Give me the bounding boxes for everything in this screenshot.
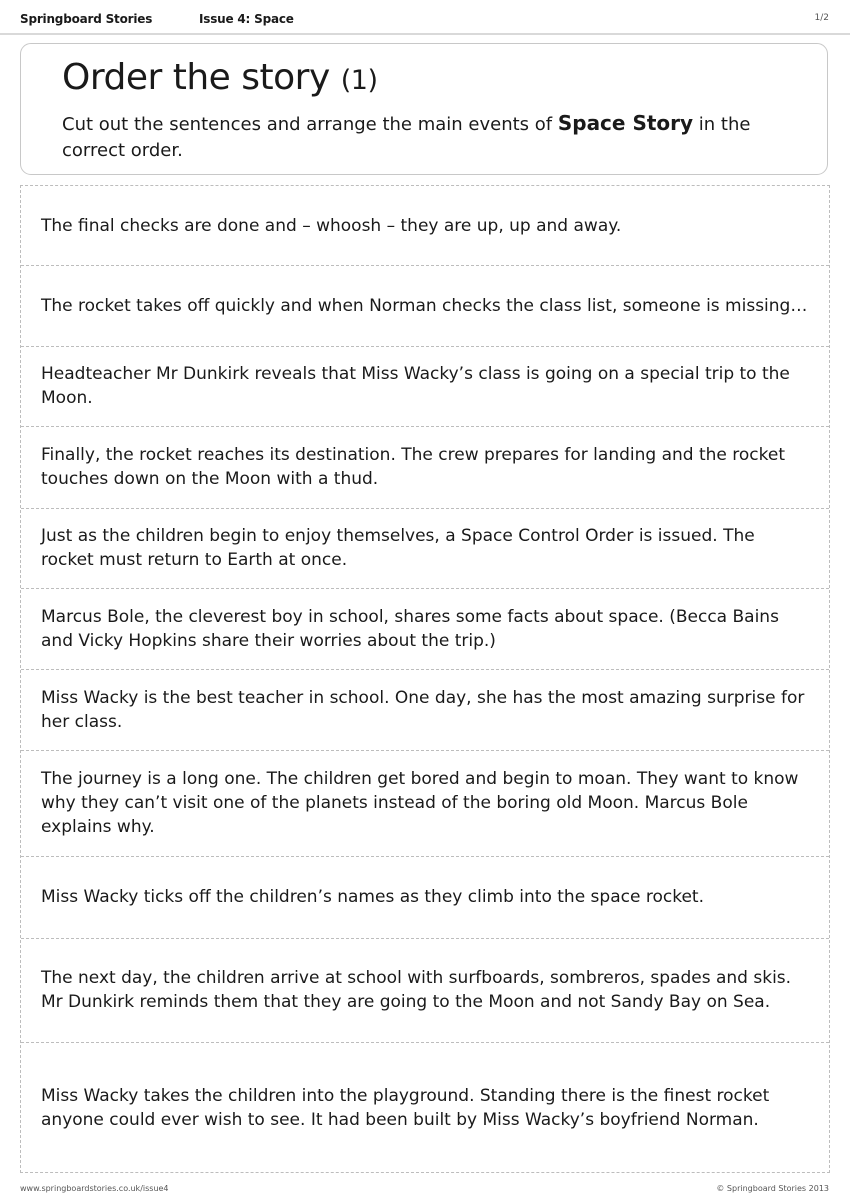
- brand-name: Springboard Stories: [20, 12, 153, 26]
- cut-line: [21, 346, 829, 347]
- sentence-strip: Miss Wacky ticks off the children’s names as they climb into the space rocket.: [41, 887, 704, 907]
- cut-line: [21, 1042, 829, 1043]
- story-name: Space Story: [557, 111, 694, 135]
- sentence-strips: [20, 185, 830, 1173]
- sentence-strip: Miss Wacky takes the children into the playground. Standing there is the finest rocket anyone could ever wish to see. It had been built by Miss Wacky’s boyfriend Norman.: [41, 1086, 770, 1130]
- instruction-text-end: in the correct order.: [62, 114, 751, 161]
- cut-line: [21, 750, 829, 751]
- sentence-strip: The rocket takes off quickly and when Norman checks the class list, someone is missing…: [41, 295, 808, 316]
- sentence-strip: The final checks are done and – whoosh – they are up, up and away.: [41, 215, 622, 236]
- sentence-strip: Headteacher Mr Dunkirk reveals that Miss Wacky’s class is going on a special trip to the Moon.: [41, 364, 790, 408]
- title-text: Order the story: [62, 57, 330, 98]
- issue-label: Issue 4: Space: [199, 12, 294, 26]
- footer-url: www.springboardstories.co.uk/issue4: [20, 1184, 169, 1193]
- sentence-strip: Finally, the rocket reaches its destination. The crew prepares for landing and the rocket touches down on the Moon with a thud.: [41, 445, 785, 489]
- sentence-strip: Miss Wacky is the best teacher in school. One day, she has the most amazing surprise for her class.: [41, 687, 805, 732]
- instruction-text: Cut out the sentences and arrange the main events of: [62, 114, 558, 135]
- title-number: (1): [340, 65, 378, 96]
- cut-line: [21, 588, 829, 589]
- sentence-strip: Marcus Bole, the cleverest boy in school, shares some facts about space. (Becca Bains and Vicky Hopkins share their worries about the trip.): [41, 606, 779, 651]
- page-title: [62, 57, 377, 98]
- cut-line: [21, 426, 829, 427]
- footer-copyright: © Springboard Stories 2013: [716, 1184, 829, 1193]
- sentence-strip: The next day, the children arrive at school with surfboards, sombreros, spades and skis. Mr Dunkirk reminds them that they are going to the Moon and not Sandy Bay on Sea.: [41, 968, 792, 1012]
- page-header: [0, 0, 850, 36]
- cut-line: [21, 938, 829, 939]
- instructions: [62, 110, 802, 164]
- cut-line: [21, 508, 829, 509]
- page-number: 1/2: [814, 13, 829, 23]
- cut-line: [21, 856, 829, 857]
- sentence-strip: Just as the children begin to enjoy themselves, a Space Control Order is issued. The rocket must return to Earth at once.: [41, 526, 755, 570]
- title-box: [20, 43, 828, 175]
- cut-line: [21, 669, 829, 670]
- header-divider: [0, 33, 850, 35]
- cut-line: [21, 265, 829, 266]
- sentence-strip: The journey is a long one. The children get bored and begin to moan. They want to know why they can’t visit one of the planets instead of the boring old Moon. Marcus Bole explains why.: [41, 769, 799, 837]
